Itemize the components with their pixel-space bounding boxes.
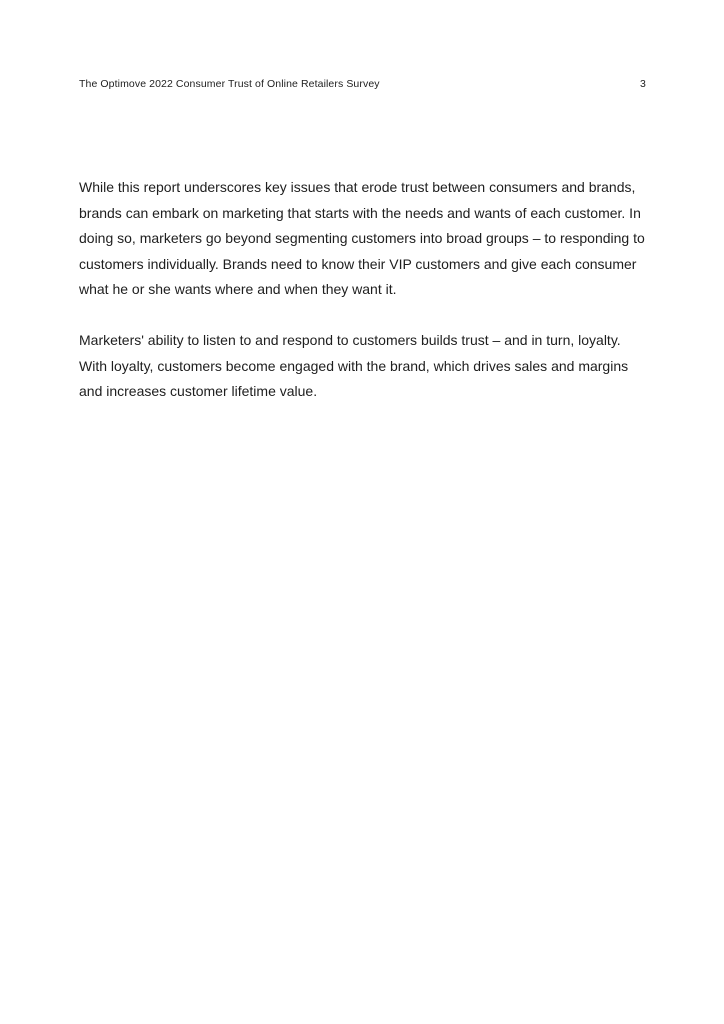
- page-number: 3: [640, 78, 646, 90]
- paragraph-intro: While this report underscores key issues that erode trust between consumers and brands, brands can embark on marketing that starts with the needs and wants of each customer. In doing so, marketers go beyond segmenting customers into broad groups – to responding to customers individually. Brands need to know their VIP customers and give each consumer what he or she wants where and when they want it.: [79, 179, 645, 298]
- paragraph-loyalty: Marketers' ability to listen to and respond to customers builds trust – and in turn, loyalty. With loyalty, customers become engaged with the brand, which drives sales and margins and increases customer lifetime value.: [79, 331, 629, 400]
- report-title: The Optimove 2022 Consumer Trust of Online Retailers Survey: [79, 78, 380, 90]
- body-text: [79, 175, 649, 405]
- page-header: [79, 76, 646, 92]
